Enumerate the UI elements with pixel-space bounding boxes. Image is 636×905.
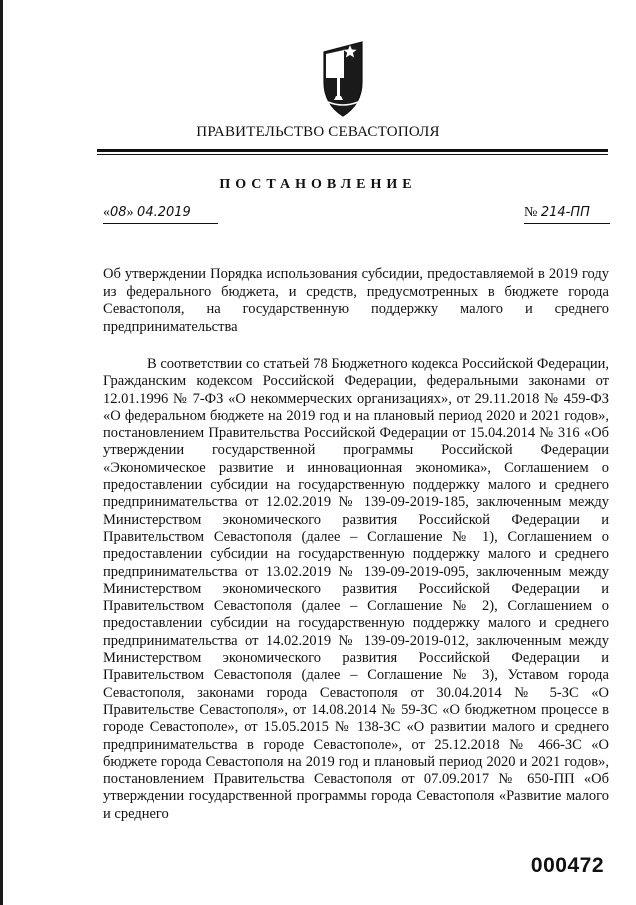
number-sign: № — [524, 205, 541, 220]
date-quote-close: » — [126, 205, 138, 220]
sevastopol-coat-of-arms-icon — [320, 38, 366, 118]
number-value: 214-ПП — [540, 205, 590, 220]
preamble-paragraph: В соответствии со статьей 78 Бюджетного кодекса Российской Федерации, Гражданским кодексом Российской Федерации, федеральными законами от 12.01.1996 № 7-ФЗ «О некоммерческих организациях», от 29.11.2018 № 459-ФЗ «О федеральном бюджете на 2019 год и на плановый период 2020 и 2021 годов», постановлением Правительства Российской Федерации от 15.04.2014 № 316 «Об утверждении государственной программы Российской Федерации «Экономическое развитие и инновационная экономика», Соглашением о предоставлении субсидии на государственную поддержку малого и среднего предпринимательства от 12.02.2019 № 139-09-2019-185, заключенным между Министерством экономического развития Российской Федерации и Правительством Севастополя (далее – Соглашение № 1), Соглашением о предоставлении субсидии на государственную поддержку малого и среднего предпринимательства от 13.02.2019 № 139-09-2019-095, заключенным между Министерством экономического развития Российской Федерации и Правительством Севастополя (далее – Соглашение № 2), Соглашением о предоставлении субсидии на государственную поддержку малого и среднего предпринимательства от 14.02.2019 № 139-09-2019-012, заключенным между Министерством экономического развития Российской Федерации и Правительством Севастополя (далее – Соглашение № 3), Уставом города Севастополя, законами города Севастополя от 30.04.2014 № 5-ЗС «О Правительстве Севастополя», от 14.08.2014 № 59-ЗС «О бюджетном процессе в городе Севастополе», от 15.05.2015 № 138-ЗС «О развитии малого и среднего предпринимательства в городе Севастополе», от 25.12.2018 № 466-ЗС «О бюджете города Севастополя на 2019 год и плановый период 2020 и 2021 годов», постановлением Правительства Севастополя от 07.09.2017 № 650-ПП «Об утверждении государственной программы города Севастополя «Развитие малого и среднего — [103, 356, 609, 822]
document-number — [524, 205, 610, 224]
date-day: 08 — [110, 205, 127, 220]
document-date — [103, 205, 218, 224]
government-title: ПРАВИТЕЛЬСТВО СЕВАСТОПОЛЯ — [196, 124, 440, 140]
date-quote-open: « — [103, 205, 110, 220]
header-rule-thick — [97, 149, 608, 152]
serial-number: 000472 — [530, 854, 604, 877]
document-type-heading: ПОСТАНОВЛЕНИЕ — [219, 177, 417, 192]
header-rule-thin — [97, 154, 608, 155]
document-subject: Об утверждении Порядка использования субсидии, предоставляемой в 2019 году из федерального бюджета, и средств, предусмотренных в бюджете города Севастополя, на государственную поддержку малого и среднего предпринимательства — [103, 266, 609, 335]
date-month-year: 04.2019 — [137, 205, 191, 220]
